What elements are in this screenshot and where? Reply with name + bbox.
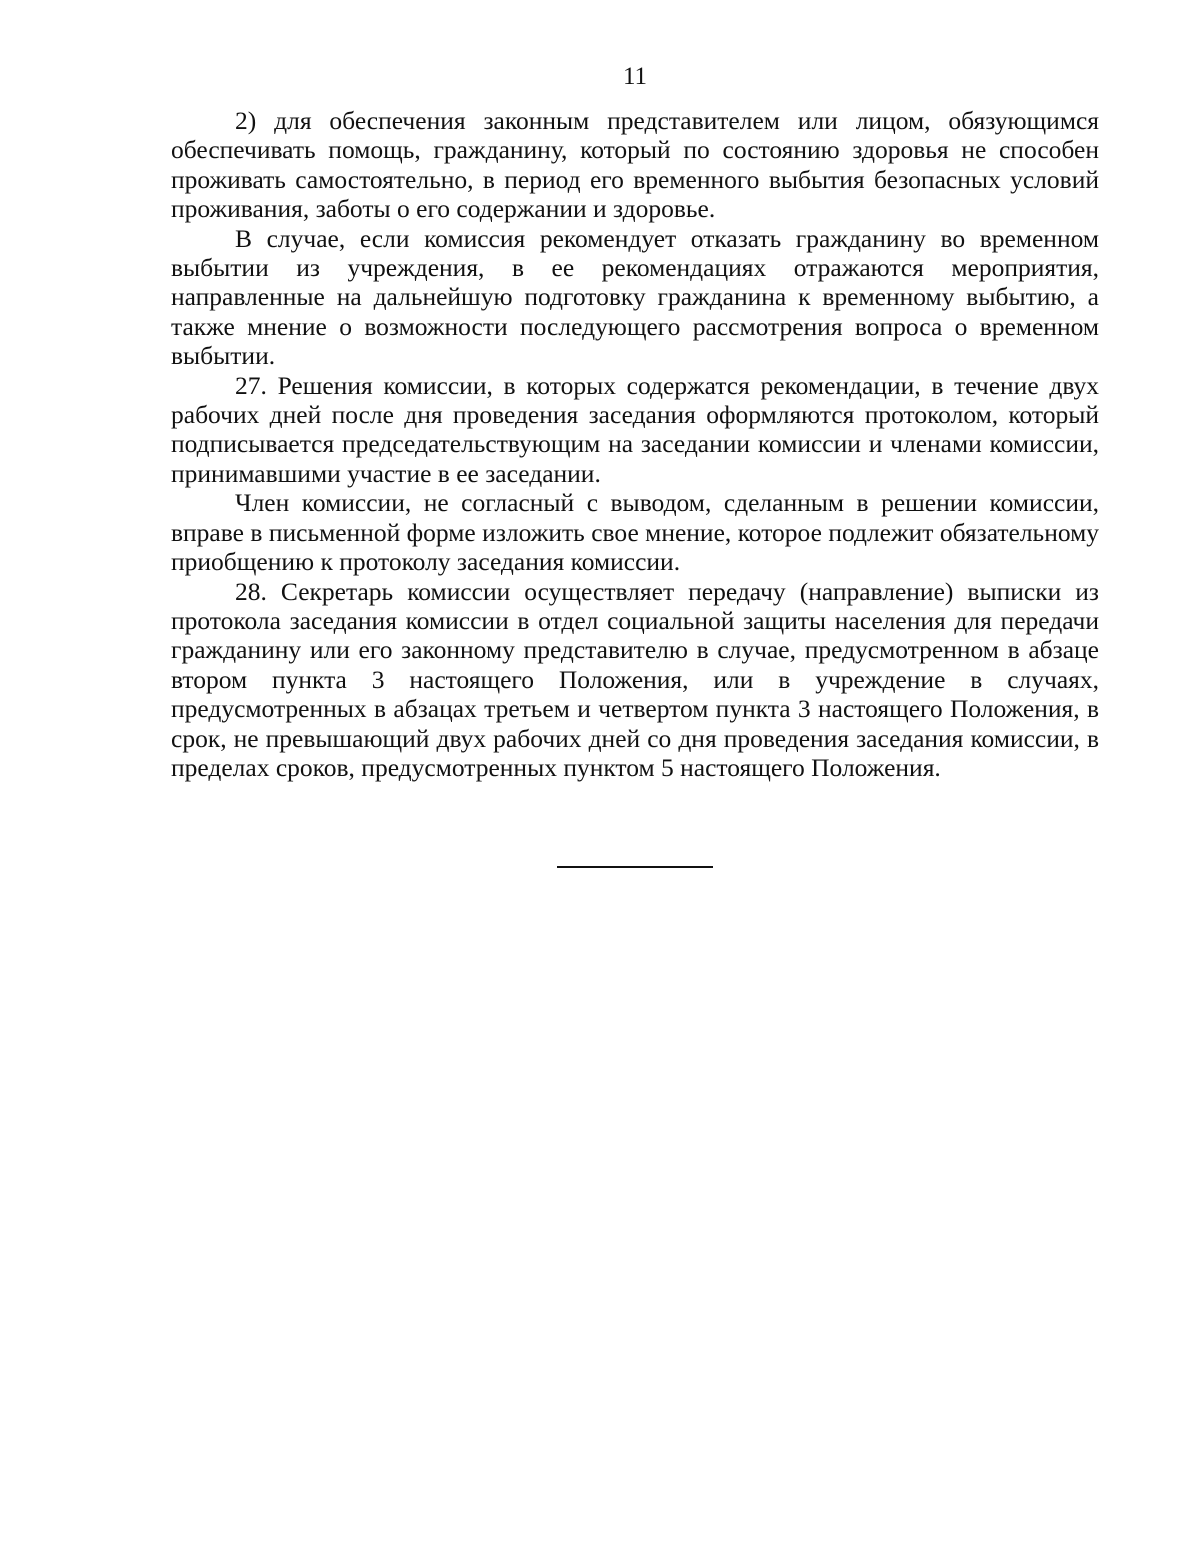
paragraph-dissenting-opinion: Член комиссии, не согласный с выводом, сделанным в решении комиссии, вправе в письменной форме изложить свое мнение, которое подлежит обязательному приобщению к протоколу заседания комиссии. <box>171 488 1099 577</box>
paragraph-clause-28: 28. Секретарь комиссии осуществляет передачу (направление) выписки из протокола заседания комиссии в отдел социальной защиты населения для передачи гражданину или его законному представителю в случае, предусмотренном в абзаце втором пункта 3 настоящего Положения, или в учреждение в случаях, предусмотренных в абзацах третьем и четвертом пункта 3 настоящего Положения, в срок, не превышающий двух рабочих дней со дня проведения заседания комиссии, в пределах сроков, предусмотренных пунктом 5 настоящего Положения. <box>171 576 1099 782</box>
page-number: 11 <box>622 63 648 90</box>
paragraph-item-2: 2) для обеспечения законным представителем или лицом, обязующимся обеспечивать помощь, гражданину, который по состоянию здоровья не способен проживать самостоятельно, в период его временного выбытия безопасных условий проживания, заботы о его содержании и здоровье. <box>171 106 1099 224</box>
paragraph-refusal-recommendation: В случае, если комиссия рекомендует отказать гражданину во временном выбытии из учреждения, в ее рекомендациях отражаются мероприятия, направленные на дальнейшую подготовку гражданина к временному выбытию, а также мнение о возможности последующего рассмотрения вопроса о временном выбытии. <box>171 223 1099 371</box>
document-body <box>171 106 1099 782</box>
end-of-document-rule <box>557 866 713 868</box>
paragraph-clause-27: 27. Решения комиссии, в которых содержатся рекомендации, в течение двух рабочих дней после дня проведения заседания оформляются протоколом, который подписывается председательствующим на заседании комиссии и членами комиссии, принимавшими участие в ее заседании. <box>171 370 1099 488</box>
